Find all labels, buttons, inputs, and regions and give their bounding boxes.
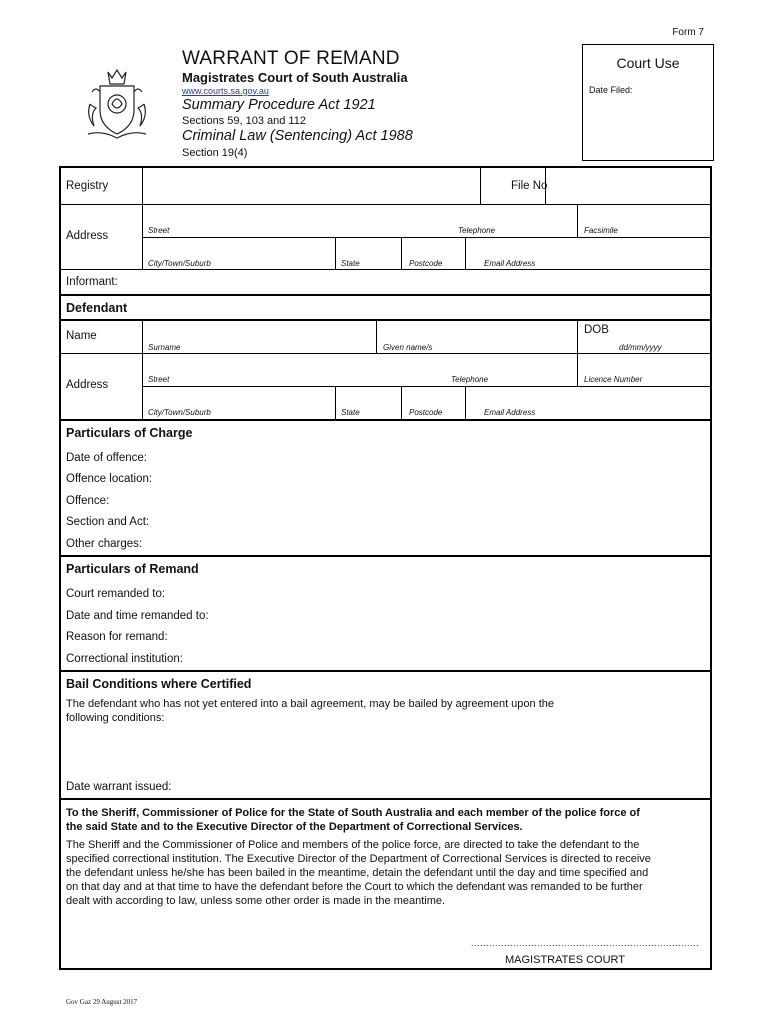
institution-label: Correctional institution:	[66, 653, 183, 665]
surname-caption: Surname	[148, 343, 181, 352]
defendant-heading: Defendant	[66, 301, 128, 315]
sections-2: Section 19(4)	[182, 147, 248, 159]
registry-street-field[interactable]	[143, 205, 710, 237]
reason-label: Reason for remand:	[66, 631, 168, 643]
licence-caption: Licence Number	[584, 375, 643, 384]
city-caption: City/Town/Suburb	[148, 259, 211, 268]
defendant-state-caption: State	[341, 408, 360, 417]
defendant-street-caption: Street	[148, 375, 170, 384]
order-line: The Sheriff and the Commissioner of Police and members of the police force, are directed to take the defendant to the	[66, 839, 640, 851]
court-use-heading: Court Use	[616, 55, 680, 71]
order-line: on that day and at that time to have the defendant before the Court to which the defendant was remanded to be further	[66, 881, 643, 893]
charge-heading: Particulars of Charge	[66, 426, 193, 440]
form-frame	[59, 166, 712, 970]
offence-label: Offence:	[66, 495, 110, 507]
form-title: WARRANT OF REMAND	[182, 48, 400, 69]
bail-conditions-field[interactable]	[66, 728, 706, 776]
date-issued-label: Date warrant issued:	[66, 781, 172, 793]
surname-field[interactable]	[143, 320, 375, 352]
offence-location-label: Offence location:	[66, 473, 153, 485]
facsimile-caption: Facsimile	[584, 226, 618, 235]
defendant-telephone-caption: Telephone	[451, 375, 489, 384]
court-website-link[interactable]: www.courts.sa.gov.au	[182, 86, 269, 96]
bail-text-2: following conditions:	[66, 712, 165, 724]
dob-field[interactable]	[578, 320, 710, 352]
state-caption: State	[341, 259, 360, 268]
form-number: Form 7	[672, 27, 704, 38]
given-names-caption: Given name/s	[383, 343, 433, 352]
remand-heading: Particulars of Remand	[66, 562, 199, 576]
section-act-label: Section and Act:	[66, 516, 150, 528]
court-use-box	[582, 44, 714, 161]
order-heading-2: the said State and to the Executive Director of the Department of Correctional Services.	[66, 821, 523, 833]
date-filed-label: Date Filed:	[589, 85, 633, 95]
sections-1: Sections 59, 103 and 112	[182, 115, 306, 127]
registry-label: Registry	[66, 180, 109, 192]
postcode-caption: Postcode	[409, 259, 443, 268]
order-line: dealt with according to law, unless some other order is made in the meantime.	[66, 895, 446, 907]
street-caption: Street	[148, 226, 170, 235]
defendant-city-caption: City/Town/Suburb	[148, 408, 211, 417]
bail-heading: Bail Conditions where Certified	[66, 677, 252, 691]
act-2: Criminal Law (Sentencing) Act 1988	[182, 128, 413, 144]
court-remanded-label: Court remanded to:	[66, 588, 166, 600]
defendant-name-label: Name	[66, 330, 97, 342]
defendant-postcode-caption: Postcode	[409, 408, 443, 417]
telephone-caption: Telephone	[458, 226, 496, 235]
gazette-footer: Gov Gaz 29 August 2017	[66, 998, 138, 1006]
defendant-street-field[interactable]	[143, 354, 710, 386]
order-line: specified correctional institution. The Executive Director of the Department of Correctional Services is directed to receive	[66, 853, 651, 865]
given-names-field[interactable]	[377, 320, 576, 352]
registry-address-label: Address	[66, 230, 109, 242]
informant-label: Informant:	[66, 276, 118, 288]
signature-line: ............................................................................	[471, 938, 700, 948]
email-caption: Email Address	[484, 259, 536, 268]
defendant-city-field[interactable]	[143, 387, 710, 419]
datetime-remanded-label: Date and time remanded to:	[66, 610, 209, 622]
coat-of-arms-icon	[82, 64, 152, 140]
informant-field[interactable]	[141, 270, 710, 293]
registry-city-field[interactable]	[143, 238, 710, 269]
registry-field[interactable]	[143, 168, 480, 203]
dob-label: DOB	[584, 324, 609, 336]
other-charges-label: Other charges:	[66, 538, 143, 550]
dob-format-caption: dd/mm/yyyy	[619, 343, 662, 352]
bail-text-1: The defendant who has not yet entered into a bail agreement, may be bailed by agreement upon the	[66, 698, 554, 710]
defendant-address-label: Address	[66, 379, 109, 391]
offence-date-label: Date of offence:	[66, 452, 147, 464]
act-1: Summary Procedure Act 1921	[182, 97, 376, 113]
order-heading-1: To the Sheriff, Commissioner of Police for the State of South Australia and each member of the police force of	[66, 807, 640, 819]
file-no-label: File No	[511, 180, 548, 192]
signatory-label: MAGISTRATES COURT	[505, 954, 625, 966]
file-no-field[interactable]	[546, 168, 710, 203]
court-name: Magistrates Court of South Australia	[182, 70, 408, 85]
defendant-email-caption: Email Address	[484, 408, 536, 417]
order-line: the defendant unless he/she has been bailed in the meantime, detain the defendant until the day and time specified and	[66, 867, 649, 879]
